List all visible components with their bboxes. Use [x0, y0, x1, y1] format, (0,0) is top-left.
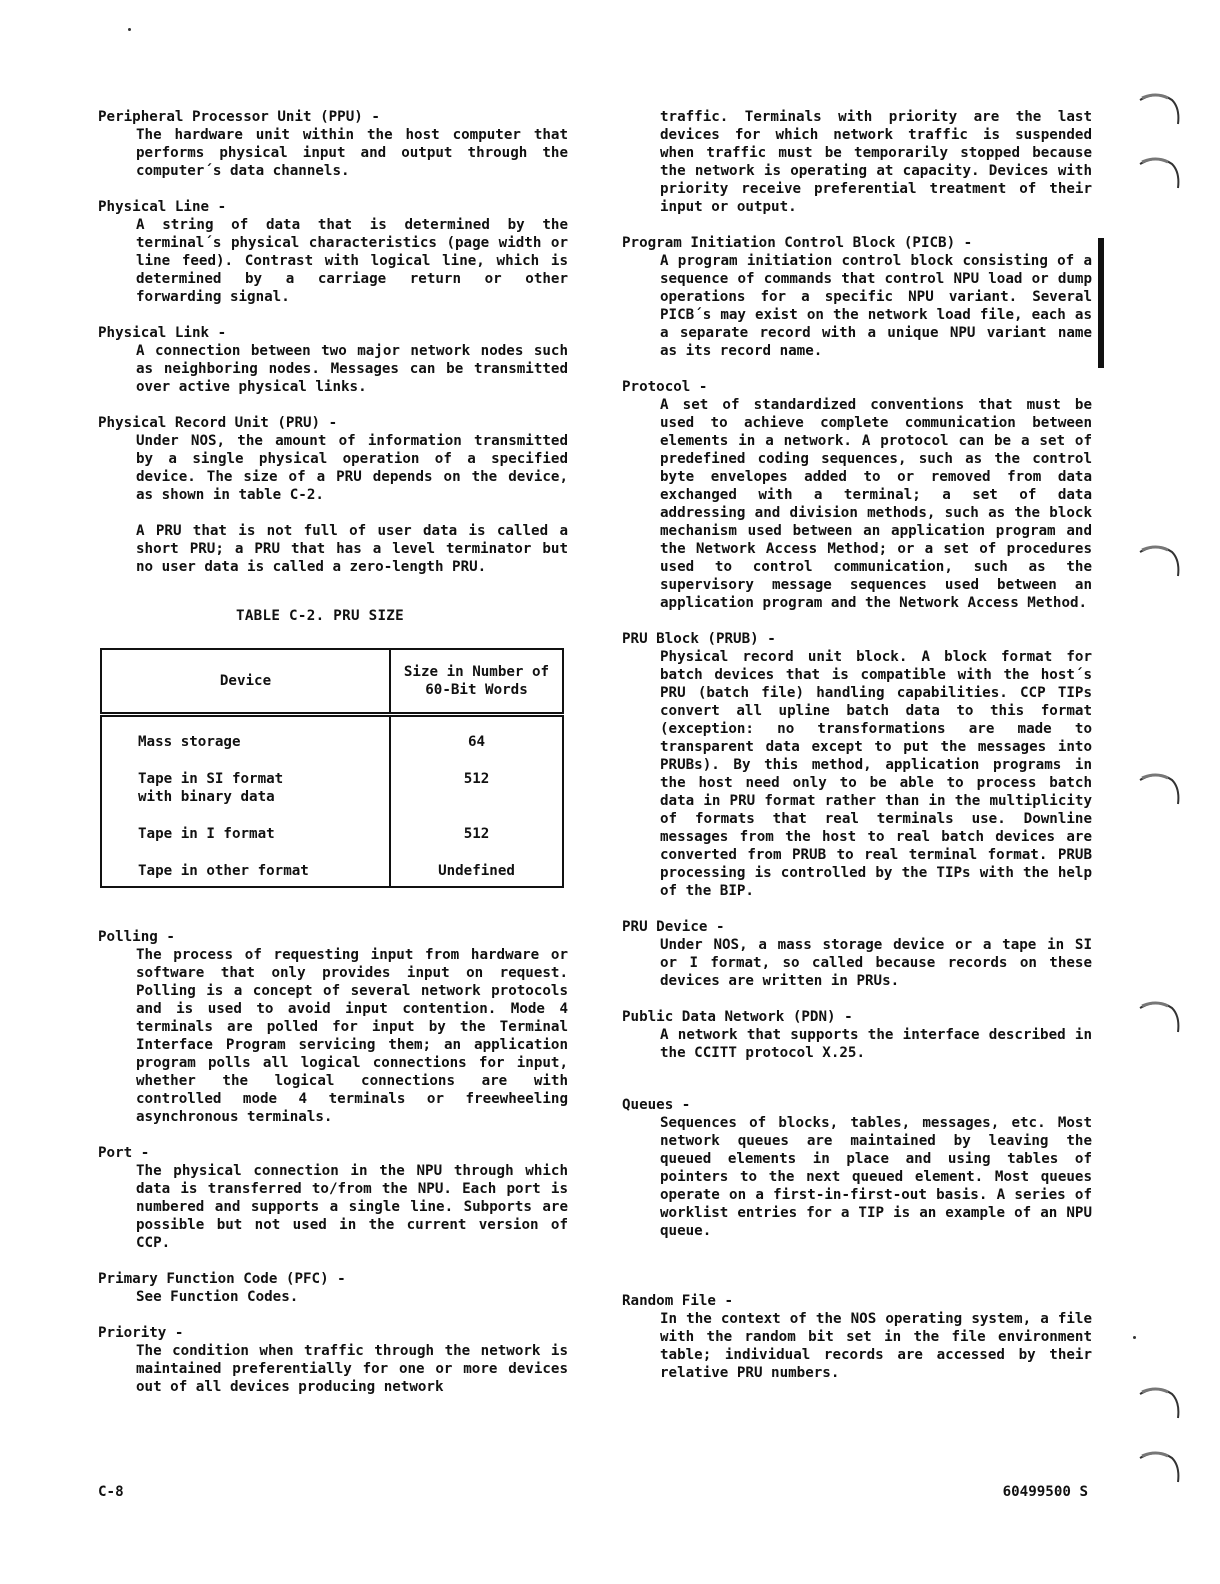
entry-definition: Under NOS, a mass storage device or a tape in SI or I format, so called because records on these devices are written in PRUs. [660, 937, 1092, 989]
entry-definition: A program initiation control block consisting of a sequence of commands that control NPU load or dump operations for a specific NPU variant. Several PICB´s may exist on the network load file, each as a separate record with a unique NPU variant name as its record name. [660, 253, 1092, 359]
table-header-size: Size in Number of 60-Bit Words [390, 649, 563, 715]
table-cell-device: Tape in SI format with binary data [101, 769, 390, 824]
glossary-entry [622, 1008, 1092, 1062]
entry-definition: traffic. Terminals with priority are the last devices for which network traffic is suspended when traffic must be temporarily stopped because the network is operating at capacity. Devices with priority receive preferential treatment of their input or output. [660, 109, 1092, 215]
revision-change-bar [1098, 238, 1104, 368]
glossary-entry [98, 1144, 568, 1252]
entry-term: Primary Function Code (PFC) - [98, 1271, 346, 1287]
entry-definition: In the context of the NOS operating system, a file with the random bit set in the file environment table; individual records are accessed by their relative PRU numbers. [660, 1311, 1092, 1381]
entry-term: Program Initiation Control Block (PICB) - [622, 235, 973, 251]
table-cell-size: Undefined [438, 863, 515, 879]
punch-hole-mark [1134, 1444, 1184, 1488]
punch-hole-mark [1134, 994, 1184, 1038]
glossary-entry-continued [622, 108, 1092, 216]
entry-term: Peripheral Processor Unit (PPU) - [98, 109, 380, 125]
punch-hole-mark [1134, 150, 1184, 194]
table-row [101, 824, 563, 861]
scan-speck [128, 28, 131, 31]
entry-definition: A PRU that is not full of user data is called a short PRU; a PRU that has a level terminator but no user data is called a zero-length PRU. [136, 523, 568, 575]
glossary-entry [98, 198, 568, 306]
table-row [101, 715, 563, 770]
entry-definition: A connection between two major network nodes such as neighboring nodes. Messages can be transmitted over active physical links. [136, 343, 568, 395]
entry-definition: Physical record unit block. A block format for batch devices that is compatible with the host´s PRU (batch file) handling capabilities. CCP TIPs convert all upline batch data to this format (exception: no transformations are made to transparent data except to put the messages into PRUBs). By this method, application programs in the host need only to be able to process batch data in PRU format rather than in the multiplicity of formats that real terminals use. Downline messages from the host to real batch devices are converted from PRUB to real terminal format. PRUB processing is controlled by the TIPs with the help of the BIP. [660, 649, 1092, 899]
punch-hole-mark [1134, 766, 1184, 810]
glossary-entry [98, 108, 568, 180]
entry-term: PRU Block (PRUB) - [622, 631, 776, 647]
glossary-entry [622, 630, 1092, 900]
entry-term: Physical Line - [98, 199, 227, 215]
glossary-entry [98, 324, 568, 396]
right-column [622, 108, 1092, 1382]
entry-term: Public Data Network (PDN) - [622, 1009, 853, 1025]
glossary-entry [622, 1292, 1092, 1382]
glossary-entry [98, 1270, 568, 1306]
entry-definition: See Function Codes. [136, 1289, 299, 1305]
glossary-entry [622, 378, 1092, 612]
table-cell-device: Tape in other format [101, 861, 390, 887]
entry-term: Physical Record Unit (PRU) - [98, 415, 338, 431]
pru-size-table [100, 648, 564, 888]
table-cell-size: 64 [467, 734, 486, 750]
entry-term: Random File - [622, 1293, 734, 1309]
table-cell-device: Tape in I format [101, 824, 390, 861]
glossary-entry [98, 928, 568, 1126]
glossary-entry [622, 918, 1092, 990]
table-row [101, 861, 563, 887]
entry-definition: A set of standardized conventions that must be used to achieve complete communication between elements in a network. A protocol can be a set of predefined coding sequences, such as the control byte envelopes added to or removed from data exchanged with a terminal; a set of data addressing and division methods, such as the block mechanism used between an application program and the Network Access Method; or a set of procedures used to control communication, such as the supervisory message sequences used between an application program and the Network Access Method. [660, 397, 1092, 611]
entry-definition: The physical connection in the NPU through which data is transferred to/from the NPU. Each port is numbered and supports a single line. Subports are possible but not used in the current version of CCP. [136, 1163, 568, 1251]
table-cell-size: 512 [463, 771, 490, 787]
document-number: 60499500 S [1002, 1484, 1088, 1500]
entry-term: Protocol - [622, 379, 708, 395]
entry-definition: The hardware unit within the host computer that performs physical input and output through the computer´s data channels. [136, 127, 568, 179]
punch-hole-mark [1134, 538, 1184, 582]
entry-term: Physical Link - [98, 325, 227, 341]
table-row [101, 769, 563, 824]
entry-definition: The condition when traffic through the network is maintained preferentially for one or more devices out of all devices producing network [136, 1343, 568, 1395]
glossary-entry [622, 234, 1092, 360]
entry-definition: Under NOS, the amount of information transmitted by a single physical operation of a specified device. The size of a PRU depends on the device, as shown in table C-2. [136, 433, 568, 503]
glossary-entry [98, 1324, 568, 1396]
table-cell-size: 512 [463, 826, 490, 842]
entry-term: Priority - [98, 1325, 184, 1341]
entry-term: Polling - [98, 929, 175, 945]
left-column-upper [98, 108, 568, 576]
entry-definition: A string of data that is determined by the terminal´s physical characteristics (page width or line feed). Contrast with logical line, which is determined by a carriage return or other forwarding signal. [136, 217, 568, 305]
glossary-entry [98, 414, 568, 576]
entry-definition: The process of requesting input from hardware or software that only provides input on request. Polling is a concept of several network protocols and is used to avoid input contention. Mode 4 terminals are polled for input by the Terminal Interface Program servicing them; an application program polls all logical connections for input, whether the logical connections are with controlled mode 4 terminals or freewheeling asynchronous terminals. [136, 947, 568, 1125]
left-column-lower [98, 928, 568, 1396]
punch-hole-mark [1134, 86, 1184, 130]
entry-term: Port - [98, 1145, 150, 1161]
entry-term: PRU Device - [622, 919, 725, 935]
glossary-entry [622, 1096, 1092, 1240]
punch-hole-mark [1134, 1380, 1184, 1424]
table-cell-device: Mass storage [101, 715, 390, 770]
entry-definition: Sequences of blocks, tables, messages, etc. Most network queues are maintained by leaving the queued elements in place and using tables of pointers to the next queued element. Most queues operate on a first-in-first-out basis. A series of worklist entries for a TIP is an example of an NPU queue. [660, 1115, 1092, 1239]
scan-speck [1133, 1336, 1136, 1339]
page-number: C-8 [98, 1484, 124, 1500]
entry-definition: A network that supports the interface described in the CCITT protocol X.25. [660, 1027, 1092, 1061]
entry-term: Queues - [622, 1097, 691, 1113]
table-caption: TABLE C-2. PRU SIZE [236, 608, 404, 624]
table-header-device: Device [101, 649, 390, 715]
